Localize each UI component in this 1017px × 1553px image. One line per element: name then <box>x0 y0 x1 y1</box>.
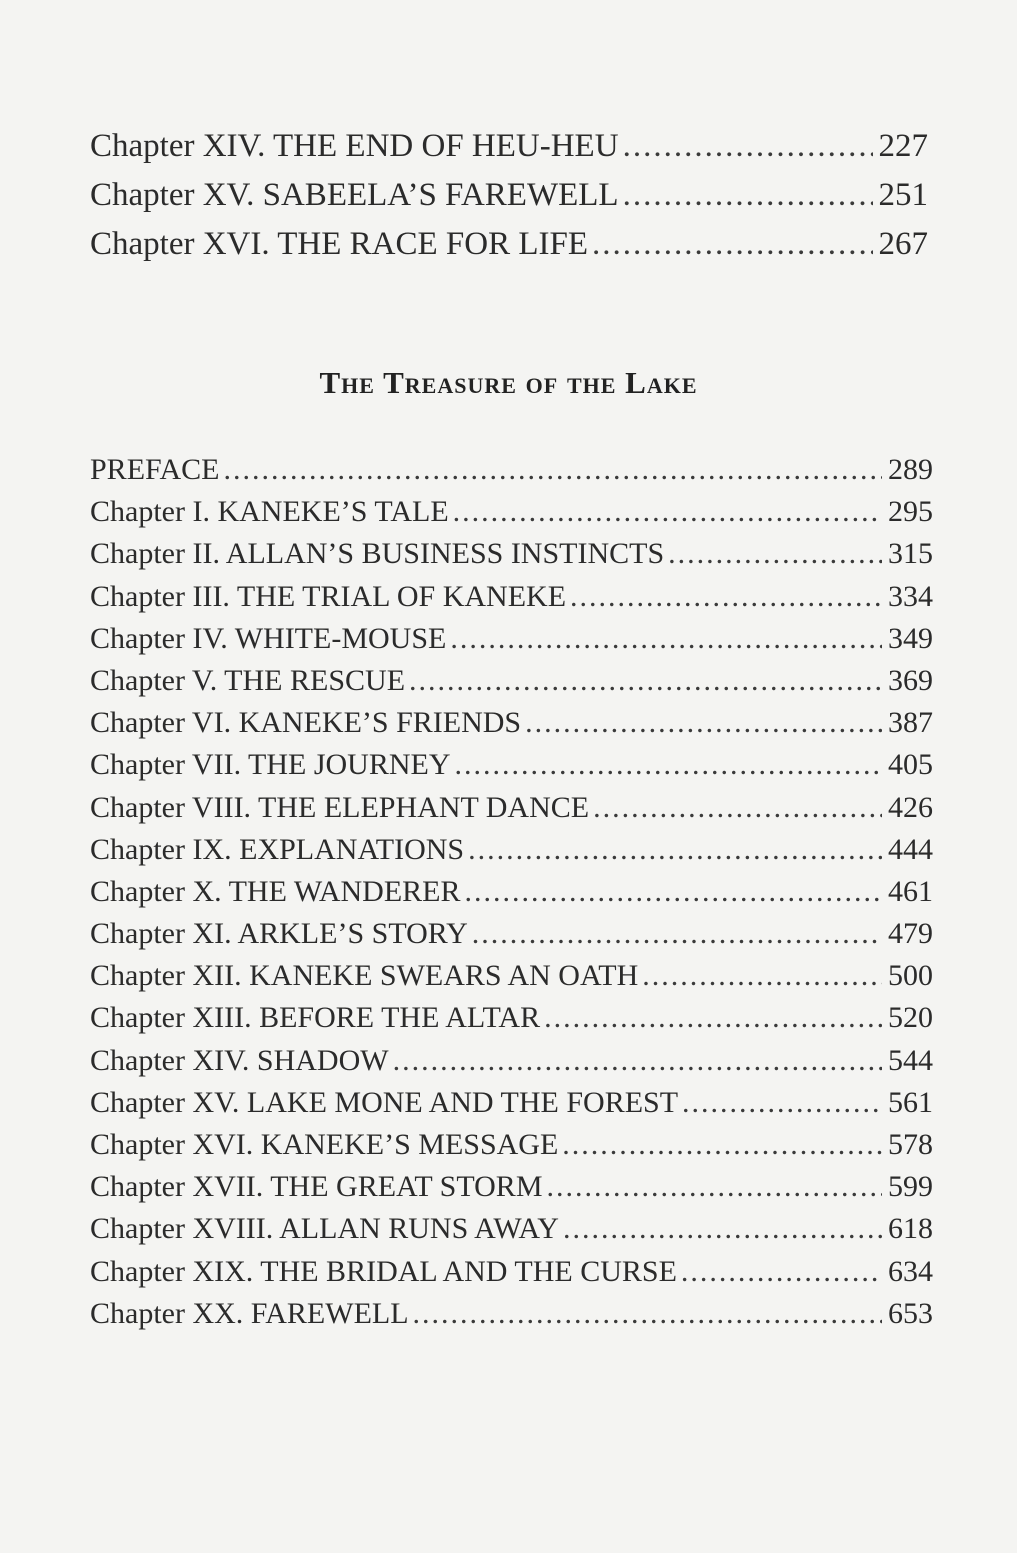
toc-entry-page: 618 <box>888 1212 933 1246</box>
toc-entry <box>90 453 933 495</box>
dot-leader <box>544 1001 882 1035</box>
toc-entry-title: Chapter III. THE TRIAL OF KANEKE <box>90 579 567 613</box>
toc-entry-page: 295 <box>888 495 933 529</box>
dot-leader <box>642 959 882 993</box>
toc-entry <box>90 706 933 748</box>
dot-leader <box>681 1255 882 1289</box>
toc-entry-page: 289 <box>888 453 933 486</box>
toc-entry-page: 369 <box>888 663 933 697</box>
dot-leader <box>455 748 882 782</box>
toc-entry-title: Chapter XX. FAREWELL <box>90 1296 409 1330</box>
toc-entry-title: Chapter XII. KANEKE SWEARS AN OATH <box>90 959 639 993</box>
toc-entry-title: Chapter XIV. SHADOW <box>90 1043 389 1077</box>
dot-leader <box>413 1297 882 1331</box>
toc-entry <box>90 1128 933 1170</box>
toc-entry <box>90 128 928 177</box>
toc-entry-title: Chapter XV. SABEELA’S FAREWELL <box>90 177 619 213</box>
toc-entry-title: PREFACE <box>90 453 220 486</box>
toc-entry <box>90 1212 933 1254</box>
toc-entry-page: 561 <box>888 1085 933 1119</box>
toc-entry-page: 500 <box>888 959 933 993</box>
toc-entry-title: Chapter IX. EXPLANATIONS <box>90 832 465 866</box>
dot-leader <box>562 1128 882 1162</box>
toc-entry-page: 599 <box>888 1170 933 1204</box>
toc-entry <box>90 875 933 917</box>
toc-entry <box>90 1086 933 1128</box>
toc-entry-title: Chapter XV. LAKE MONE AND THE FOREST <box>90 1085 679 1119</box>
toc-entry-page: 251 <box>878 177 928 213</box>
toc-entry-title: Chapter XI. ARKLE’S STORY <box>90 917 468 951</box>
toc-entry-title: Chapter XIII. BEFORE THE ALTAR <box>90 1001 541 1035</box>
toc-entry-page: 634 <box>888 1254 933 1288</box>
toc-entry-title: Chapter VI. KANEKE’S FRIENDS <box>90 706 522 740</box>
toc-entry <box>90 226 928 275</box>
section-heading: The Treasure of the Lake <box>319 365 698 400</box>
toc-entry-page: 387 <box>888 706 933 740</box>
dot-leader <box>682 1086 882 1120</box>
toc-entry <box>90 580 933 622</box>
dot-leader <box>223 453 882 487</box>
toc-entry-title: Chapter XIV. THE END OF HEU-HEU <box>90 128 619 164</box>
toc-entry-page: 653 <box>888 1296 933 1330</box>
dot-leader <box>547 1170 883 1204</box>
dot-leader <box>450 622 882 656</box>
toc-entry <box>90 1044 933 1086</box>
toc-entry-page: 544 <box>888 1043 933 1077</box>
toc-entry-title: Chapter XVII. THE GREAT STORM <box>90 1170 543 1204</box>
toc-entry <box>90 537 933 579</box>
toc-entry-page: 267 <box>878 226 928 262</box>
toc-entry-page: 426 <box>888 790 933 824</box>
toc-entry-page: 405 <box>888 748 933 782</box>
toc-entry <box>90 622 933 664</box>
toc-entry-title: Chapter VIII. THE ELEPHANT DANCE <box>90 790 590 824</box>
dot-leader <box>563 1212 882 1246</box>
toc-entry <box>90 959 933 1001</box>
toc-entry <box>90 833 933 875</box>
dot-leader <box>453 495 882 529</box>
toc-entry-title: Chapter IV. WHITE-MOUSE <box>90 621 447 655</box>
toc-entry <box>90 1001 933 1043</box>
toc-entry-page: 520 <box>888 1001 933 1035</box>
toc-entry-title: Chapter XVI. THE RACE FOR LIFE <box>90 226 589 262</box>
dot-leader <box>592 226 872 263</box>
dot-leader <box>623 128 873 165</box>
toc-list-continued <box>90 128 928 275</box>
dot-leader <box>409 664 882 698</box>
toc-entry-page: 227 <box>878 128 928 164</box>
toc-entry-page: 334 <box>888 579 933 613</box>
dot-leader <box>593 791 882 825</box>
toc-entry <box>90 1170 933 1212</box>
toc-entry <box>90 1297 933 1339</box>
toc-entry <box>90 791 933 833</box>
dot-leader <box>468 833 882 867</box>
toc-entry-page: 444 <box>888 832 933 866</box>
toc-entry-title: Chapter I. KANEKE’S TALE <box>90 495 449 529</box>
toc-entry-title: Chapter XVIII. ALLAN RUNS AWAY <box>90 1212 559 1246</box>
dot-leader <box>525 706 882 740</box>
toc-entry-page: 315 <box>888 537 933 571</box>
toc-list <box>90 453 933 1339</box>
toc-entry-page: 479 <box>888 917 933 951</box>
toc-entry <box>90 917 933 959</box>
dot-leader <box>465 875 882 909</box>
toc-entry <box>90 664 933 706</box>
toc-entry-title: Chapter V. THE RESCUE <box>90 663 406 697</box>
toc-entry-title: Chapter II. ALLAN’S BUSINESS INSTINCTS <box>90 537 665 571</box>
toc-entry-page: 349 <box>888 621 933 655</box>
toc-entry <box>90 495 933 537</box>
toc-entry <box>90 1255 933 1297</box>
dot-leader <box>570 580 882 614</box>
toc-entry-title: Chapter X. THE WANDERER <box>90 874 461 908</box>
toc-entry-title: Chapter XIX. THE BRIDAL AND THE CURSE <box>90 1254 677 1288</box>
toc-entry <box>90 748 933 790</box>
dot-leader <box>472 917 882 951</box>
dot-leader <box>623 177 873 214</box>
dot-leader <box>668 537 882 571</box>
toc-entry <box>90 177 928 226</box>
toc-entry-page: 578 <box>888 1128 933 1161</box>
dot-leader <box>393 1044 882 1078</box>
toc-entry-title: Chapter XVI. KANEKE’S MESSAGE <box>90 1128 559 1161</box>
toc-entry-page: 461 <box>888 874 933 908</box>
toc-entry-title: Chapter VII. THE JOURNEY <box>90 748 451 782</box>
